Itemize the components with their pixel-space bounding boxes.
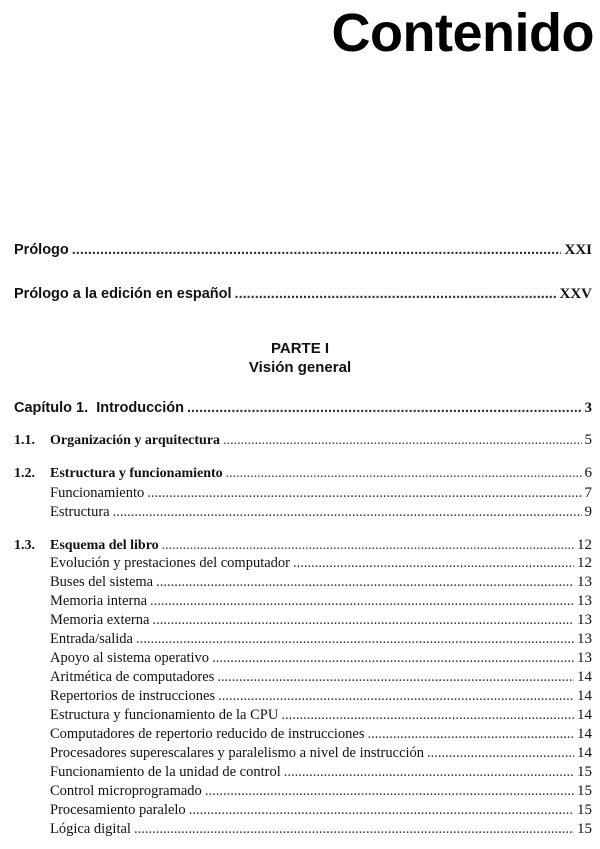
dot-leader	[189, 802, 574, 819]
toc-subentry[interactable]	[50, 669, 592, 686]
dot-leader	[223, 433, 581, 449]
toc-entry-page: 14	[577, 669, 592, 685]
subentry-title: Evolución y prestaciones del computador	[50, 555, 290, 571]
subentry-title: Procesamiento paralelo	[50, 802, 186, 818]
subentry-title: Entrada/salida	[50, 631, 133, 647]
dot-leader	[134, 821, 574, 838]
toc-entry-label: Prólogo	[14, 242, 69, 258]
dot-leader	[136, 631, 574, 648]
toc-subentry[interactable]	[50, 802, 592, 819]
toc-entry-page: 15	[577, 783, 592, 799]
section-title: Estructura y funcionamiento	[50, 466, 223, 481]
toc-entry-page: 9	[584, 504, 592, 520]
subentry-title: Funcionamiento	[50, 485, 145, 501]
part-subtitle: Visión general	[248, 359, 352, 376]
toc-entry-page: 15	[577, 764, 592, 780]
page-title: Contenido	[331, 3, 594, 63]
toc-entry-prologo[interactable]	[14, 242, 592, 259]
dot-leader	[150, 593, 574, 610]
subentry-title: Estructura	[50, 504, 110, 520]
toc-entry-page: 14	[577, 745, 592, 761]
subentry-title: Computadores de repertorio reducido de instrucciones	[50, 726, 365, 742]
toc-subentry[interactable]	[50, 593, 592, 610]
dot-leader	[427, 745, 574, 762]
part-heading: PARTE I	[270, 340, 330, 357]
dot-leader	[187, 400, 582, 416]
toc-chapter-1[interactable]	[14, 400, 592, 417]
toc-entry-page: 13	[577, 593, 592, 609]
dot-leader	[218, 688, 574, 705]
subentry-title: Procesadores superescalares y paralelismo a nivel de instrucción	[50, 745, 425, 761]
dot-leader	[281, 707, 574, 724]
toc-entry-page: 7	[584, 485, 592, 501]
toc-entry-page: 14	[577, 726, 592, 742]
toc-entry-page: 15	[577, 802, 592, 818]
subentry-title: Memoria externa	[50, 612, 150, 628]
toc-entry-page: 13	[577, 612, 592, 628]
toc-subentry[interactable]	[50, 631, 592, 648]
toc-entry-page: 12	[577, 555, 592, 571]
toc-section-1-1[interactable]	[14, 432, 592, 449]
subentry-title: Estructura y funcionamiento de la CPU	[50, 707, 279, 723]
toc-entry-page: 15	[577, 821, 592, 837]
dot-leader	[212, 650, 574, 667]
dot-leader	[72, 242, 562, 258]
toc-entry-page: 6	[584, 465, 592, 481]
section-number: 1.1.	[14, 433, 35, 448]
toc-section-1-3[interactable]	[14, 537, 592, 554]
subentry-title: Funcionamiento de la unidad de control	[50, 764, 281, 780]
subentry-title: Buses del sistema	[50, 574, 154, 590]
toc-entry-page: XXV	[559, 286, 592, 302]
dot-leader	[235, 286, 557, 302]
dot-leader	[205, 783, 574, 800]
toc-subentry[interactable]	[50, 504, 592, 521]
toc-entry-page: 13	[577, 650, 592, 666]
toc-entry-page: 3	[584, 400, 592, 416]
dot-leader	[152, 612, 574, 629]
dot-leader	[367, 726, 574, 743]
section-label	[14, 433, 220, 449]
toc-section-1-2[interactable]	[14, 465, 592, 482]
toc-subentry[interactable]	[50, 821, 592, 838]
toc-subentry[interactable]	[50, 612, 592, 629]
subentry-title: Apoyo al sistema operativo	[50, 650, 210, 666]
section-title: Esquema del libro	[50, 538, 159, 553]
section-title: Organización y arquitectura	[50, 433, 221, 448]
dot-leader	[293, 555, 574, 572]
toc-subentry[interactable]	[50, 555, 592, 572]
subentry-title: Repertorios de instrucciones	[50, 688, 216, 704]
section-label	[14, 466, 223, 482]
toc-entry-page: 12	[577, 537, 592, 553]
dot-leader	[226, 466, 582, 482]
subentry-title: Memoria interna	[50, 593, 148, 609]
toc-entry-label: Prólogo a la edición en español	[14, 286, 232, 302]
dot-leader	[156, 574, 574, 591]
toc-subentry[interactable]	[50, 707, 592, 724]
toc-entry-page: 5	[584, 432, 592, 448]
toc-subentry[interactable]	[50, 574, 592, 591]
toc-subentry[interactable]	[50, 688, 592, 705]
toc-entry-page: 14	[577, 707, 592, 723]
toc-entry-page: 13	[577, 574, 592, 590]
subentry-title: Lógica digital	[50, 821, 131, 837]
chapter-label	[14, 400, 184, 416]
dot-leader	[113, 504, 582, 521]
dot-leader	[284, 764, 574, 781]
toc-entry-page: 14	[577, 688, 592, 704]
chapter-number: Capítulo 1.	[14, 400, 89, 416]
section-label	[14, 538, 159, 554]
subentry-title: Aritmética de computadores	[50, 669, 215, 685]
section-number: 1.2.	[14, 466, 35, 481]
dot-leader	[217, 669, 574, 686]
section-number: 1.3.	[14, 538, 35, 553]
toc-subentry[interactable]	[50, 764, 592, 781]
toc-subentry[interactable]	[50, 783, 592, 800]
toc-entry-prologo-espanol[interactable]	[14, 286, 592, 303]
toc-subentry[interactable]	[50, 485, 592, 502]
chapter-title: Introducción	[96, 400, 184, 416]
dot-leader	[147, 485, 581, 502]
toc-subentry[interactable]	[50, 726, 592, 743]
subentry-title: Control microprogramado	[50, 783, 202, 799]
toc-entry-page: XXI	[564, 242, 592, 258]
dot-leader	[162, 538, 574, 554]
toc-subentry[interactable]	[50, 650, 592, 667]
toc-subentry[interactable]	[50, 745, 592, 762]
toc-entry-page: 13	[577, 631, 592, 647]
